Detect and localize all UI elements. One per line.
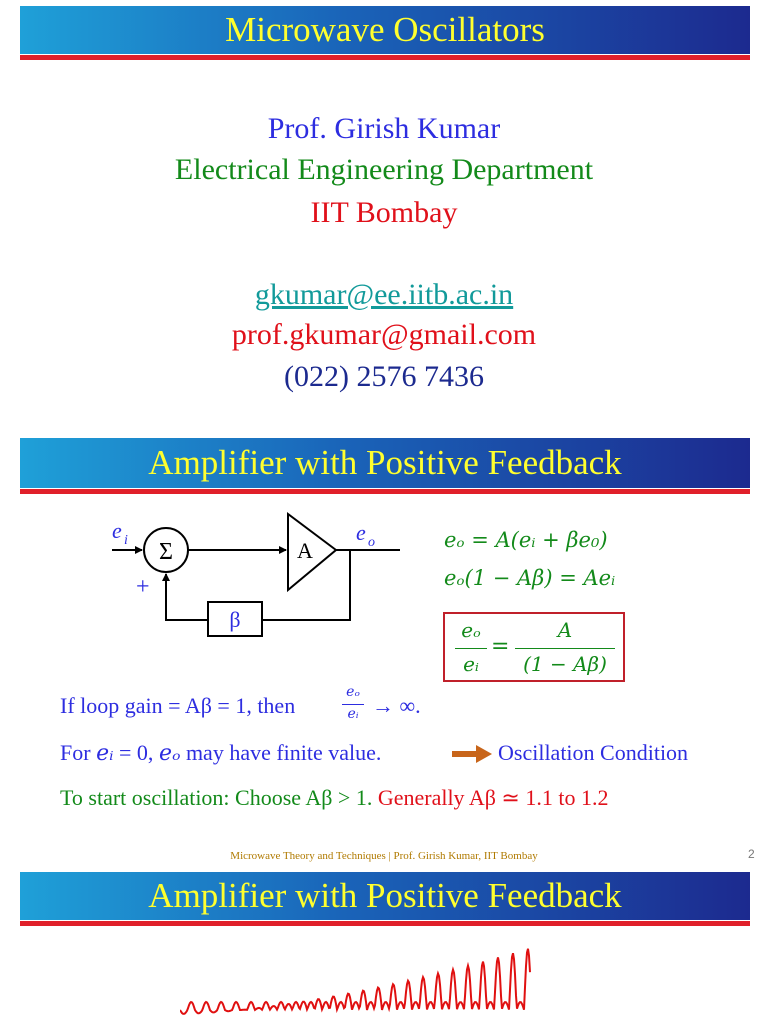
generally-text: Generally Aβ ≃ 1.1 to 1.2 [372, 785, 609, 810]
loop-gain-text: If loop gain = Aβ = 1, then [60, 693, 296, 718]
line2-suffix: may have finite value. [180, 740, 382, 765]
boxed-transfer-function [443, 612, 625, 682]
author-name: Prof. Girish Kumar [267, 112, 501, 145]
output-label: e [356, 520, 366, 545]
frac-left-num: eₒ [461, 618, 481, 642]
frac-right-num: A [557, 618, 573, 642]
feedback-block-diagram [100, 508, 420, 643]
inline-frac-num: eₒ [346, 684, 360, 700]
feedback-path-left [166, 574, 208, 620]
growing-oscillation-waveform [180, 930, 540, 1024]
oscillation-condition: Oscillation Condition [498, 740, 689, 765]
line2-mid: = 0, [113, 740, 159, 765]
email-secondary: prof.gkumar@gmail.com [231, 318, 537, 351]
finite-value-line [60, 740, 381, 766]
department-name: Electrical Engineering Department [174, 153, 594, 186]
start-oscillation-line [60, 785, 608, 811]
right-arrow-icon [452, 745, 492, 763]
inline-fraction [340, 684, 366, 728]
frac-right-bar [515, 648, 615, 649]
input-label: e [112, 518, 122, 543]
equals-sign: = [491, 634, 510, 659]
equation-1: eₒ = A(eᵢ + βe₀) [444, 528, 608, 552]
frac-left-bar [455, 648, 487, 649]
inline-frac-bar [342, 704, 364, 705]
slide2-title-bar [20, 438, 750, 488]
frac-left-den: eᵢ [463, 652, 479, 676]
output-label-sub: o [368, 535, 375, 550]
page-number: 2 [748, 847, 755, 861]
line2-prefix: For [60, 740, 97, 765]
equation-2: eₒ(1 − Aβ) = Aeᵢ [444, 566, 616, 590]
footer-text: Microwave Theory and Techniques | Prof. Girish Kumar, IIT Bombay [230, 850, 538, 862]
phone-number: (022) 2576 7436 [284, 360, 484, 393]
plus-sign: + [136, 574, 150, 600]
slide1-title-bar [20, 6, 750, 54]
sum-symbol: Σ [159, 539, 173, 565]
slide1-title: Microwave Oscillators [225, 10, 545, 49]
inline-frac-den: eᵢ [347, 706, 359, 722]
slide3-title-bar [20, 872, 750, 920]
amp-label: A [297, 538, 313, 563]
slide3-title: Amplifier with Positive Feedback [148, 876, 622, 915]
institute-name: IIT Bombay [310, 196, 458, 229]
slide2-title: Amplifier with Positive Feedback [148, 443, 622, 482]
email-link[interactable]: gkumar@ee.iitb.ac.in [254, 278, 514, 311]
start-oscillation-text: To start oscillation: Choose Aβ > 1. [60, 785, 373, 810]
oscillation-wave-path [180, 949, 530, 1014]
beta-label: β [229, 607, 241, 632]
input-label-sub: i [124, 533, 128, 548]
frac-right-den: (1 − Aβ) [523, 652, 607, 676]
infinity-text: → ∞. [372, 693, 421, 718]
line2-ei: eᵢ [96, 741, 114, 766]
line2-eo: eₒ [158, 741, 181, 766]
